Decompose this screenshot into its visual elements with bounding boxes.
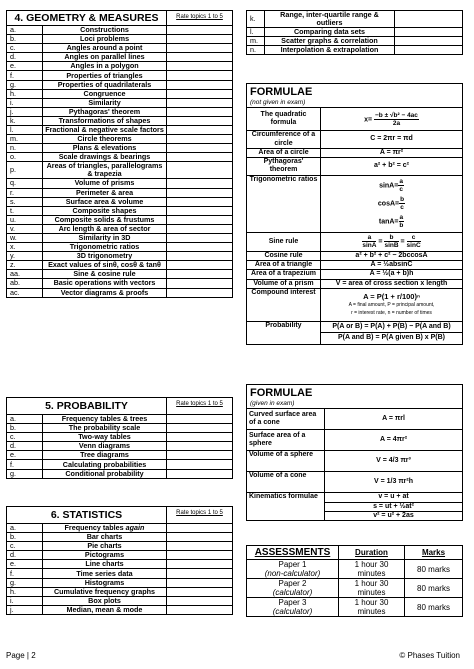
rating-cell[interactable] [167, 206, 233, 215]
paper-cell: Paper 1 (non-calculator) [247, 560, 339, 579]
topic-letter: a. [7, 26, 43, 35]
topic-row [7, 288, 233, 297]
topic-row [7, 469, 233, 478]
statistics-continued-table [246, 10, 463, 55]
topic-name: Scale drawings & bearings [43, 153, 167, 162]
topic-row [7, 551, 233, 560]
rating-cell[interactable] [167, 261, 233, 270]
area-triangle-label: Area of a triangle [247, 261, 321, 270]
topic-row [7, 524, 233, 533]
sphere-surface-formula: A = 4πr² [325, 430, 463, 451]
topic-letter: t. [7, 206, 43, 215]
topic-letter: q. [7, 179, 43, 188]
topic-letter: m. [247, 37, 265, 46]
topic-letter: f. [7, 71, 43, 80]
rating-cell[interactable] [167, 252, 233, 261]
rating-cell[interactable] [167, 35, 233, 44]
topic-name: Basic operations with vectors [43, 279, 167, 288]
rating-cell[interactable] [167, 424, 233, 433]
trig-label: Trigonometric ratios [247, 175, 321, 232]
topic-letter: b. [7, 424, 43, 433]
rating-cell[interactable] [167, 469, 233, 478]
rating-cell[interactable] [167, 215, 233, 224]
rating-cell[interactable] [395, 11, 463, 28]
topic-letter: aa. [7, 270, 43, 279]
assessment-row [247, 579, 463, 598]
sine-rule-formula: $\frac{a}{\sin A}$ = $\frac{b}{\sin B}$ = $\frac{c}{\sin C}$ [321, 232, 463, 251]
area-trapezium-formula: A = ½(a + b)h [321, 270, 463, 279]
topic-name: Surface area & volume [43, 197, 167, 206]
topic-letter: a. [7, 415, 43, 424]
sine-rule-label: Sine rule [247, 232, 321, 251]
rating-cell[interactable] [167, 578, 233, 587]
assessments-table [246, 545, 463, 617]
volume-prism-formula: V = area of cross section x length [321, 279, 463, 288]
topic-row [7, 424, 233, 433]
copyright: © Phases Tuition [399, 651, 460, 660]
topic-letter: ab. [7, 279, 43, 288]
topic-name: Bar charts [43, 533, 167, 542]
assessments-title: ASSESSMENTS [247, 546, 339, 560]
topic-row [7, 188, 233, 197]
rating-cell[interactable] [167, 560, 233, 569]
topic-letter: l. [7, 126, 43, 135]
topic-row [7, 460, 233, 469]
marks-cell: 80 marks [405, 598, 463, 617]
topic-row [7, 144, 233, 153]
topic-row [247, 46, 463, 55]
topic-row [7, 261, 233, 270]
topic-letter: j. [7, 605, 43, 614]
topic-row [7, 243, 233, 252]
rating-cell[interactable] [167, 53, 233, 62]
quadratic-label: The quadratic formula [247, 108, 321, 131]
topic-name: Venn diagrams [43, 442, 167, 451]
assessment-row [247, 598, 463, 617]
topic-letter: p. [7, 162, 43, 179]
kinematics-2: s = ut + ½at² [325, 502, 463, 511]
probability-rate-label: Rate topics 1 to 5 [167, 398, 233, 415]
topic-name: The probability scale [43, 424, 167, 433]
rating-cell[interactable] [167, 162, 233, 179]
rating-cell[interactable] [167, 135, 233, 144]
rating-cell[interactable] [167, 270, 233, 279]
topic-row [7, 233, 233, 242]
topic-name: Properties of quadrilaterals [43, 80, 167, 89]
topic-name: Congruence [43, 89, 167, 98]
rating-cell[interactable] [167, 596, 233, 605]
topic-name: Sine & cosine rule [43, 270, 167, 279]
cone-volume-formula: V = 1/3 πr²h [325, 472, 463, 493]
geometry-table [6, 10, 233, 298]
topic-name: Angles around a point [43, 44, 167, 53]
probability-formulae: P(A or B) = P(A) + P(B) − P(A and B) P(A and B) = P(A given B) x P(B) [321, 321, 463, 344]
topic-row [7, 596, 233, 605]
topic-letter: n. [247, 46, 265, 55]
rating-cell[interactable] [167, 107, 233, 116]
topic-row [7, 197, 233, 206]
topic-row [7, 179, 233, 188]
topic-letter: o. [7, 153, 43, 162]
topic-letter: k. [247, 11, 265, 28]
topic-letter: d. [7, 53, 43, 62]
formulae2-title: FORMULAE [250, 387, 313, 399]
topic-row [7, 451, 233, 460]
topic-letter: c. [7, 44, 43, 53]
rating-cell[interactable] [167, 44, 233, 53]
rating-cell[interactable] [167, 26, 233, 35]
topic-row [7, 98, 233, 107]
trig-ratios: sinA= $\frac{a}{c}$ cosA= $\frac{b}{c}$ tanA= $\frac{a}{b}$ [321, 175, 463, 232]
topic-name: Frequency tables & trees [43, 415, 167, 424]
topic-name: Arc length & area of sector [43, 224, 167, 233]
statistics-rate-label: Rate topics 1 to 5 [167, 507, 233, 524]
duration-header: Duration [339, 546, 405, 560]
topic-name: Pythagoras' theorem [43, 107, 167, 116]
topic-name: Comparing data sets [265, 28, 395, 37]
topic-letter: c. [7, 542, 43, 551]
topic-name: Vector diagrams & proofs [43, 288, 167, 297]
topic-letter: ac. [7, 288, 43, 297]
circumference-formula: C = 2πr = πd [321, 131, 463, 149]
topic-letter: g. [7, 80, 43, 89]
topic-letter: i. [7, 98, 43, 107]
topic-row [7, 252, 233, 261]
volume-prism-label: Volume of a prism [247, 279, 321, 288]
topic-row [7, 415, 233, 424]
duration-cell: 1 hour 30 minutes [339, 560, 405, 579]
topic-name: Circle theorems [43, 135, 167, 144]
rating-cell[interactable] [167, 153, 233, 162]
rating-cell[interactable] [395, 37, 463, 46]
topic-name: Interpolation & extrapolation [265, 46, 395, 55]
topic-name: Properties of triangles [43, 71, 167, 80]
topic-letter: r. [7, 188, 43, 197]
topic-name: Calculating probabilities [43, 460, 167, 469]
rating-cell[interactable] [167, 433, 233, 442]
topic-letter: l. [247, 28, 265, 37]
kinematics-label: Kinematics formulae [247, 493, 325, 521]
rating-cell[interactable] [167, 279, 233, 288]
topic-row [247, 28, 463, 37]
topic-name: Conditional probability [43, 469, 167, 478]
topic-row [7, 35, 233, 44]
marks-cell: 80 marks [405, 579, 463, 598]
topic-row [7, 542, 233, 551]
topic-row [7, 44, 233, 53]
pythagoras-label: Pythagoras' theorem [247, 158, 321, 176]
topic-row [7, 560, 233, 569]
topic-letter: w. [7, 233, 43, 242]
topic-row [247, 37, 463, 46]
topic-name: Cumulative frequency graphs [43, 587, 167, 596]
kinematics-3: v² = u² + 2as [325, 511, 463, 520]
topic-row [7, 162, 233, 179]
rating-cell[interactable] [167, 80, 233, 89]
topic-row [7, 569, 233, 578]
topic-row [7, 433, 233, 442]
topic-name: Range, inter-quartile range & outliers [265, 11, 395, 28]
topic-row [7, 26, 233, 35]
topic-row [7, 116, 233, 125]
topic-name: Histograms [43, 578, 167, 587]
rating-cell[interactable] [167, 188, 233, 197]
topic-letter: n. [7, 144, 43, 153]
probability-table [6, 397, 233, 479]
topic-name: Fractional & negative scale factors [43, 126, 167, 135]
rating-cell[interactable] [167, 415, 233, 424]
topic-name: Perimeter & area [43, 188, 167, 197]
rating-cell[interactable] [167, 144, 233, 153]
curved-surface-label: Curved surface area of a cone [247, 409, 325, 430]
area-triangle-formula: A = ½absinC [321, 261, 463, 270]
statistics-title: 6. STATISTICS [7, 507, 167, 524]
topic-row [7, 206, 233, 215]
rating-cell[interactable] [167, 587, 233, 596]
statistics-table [6, 506, 233, 615]
rating-cell[interactable] [167, 126, 233, 135]
topic-letter: f. [7, 460, 43, 469]
topic-letter: a. [7, 524, 43, 533]
rating-cell[interactable] [167, 71, 233, 80]
topic-row [7, 80, 233, 89]
rating-cell[interactable] [167, 197, 233, 206]
rating-cell[interactable] [167, 524, 233, 533]
formulae-title: FORMULAE [250, 86, 313, 98]
rating-cell[interactable] [395, 28, 463, 37]
compound-formula: A = P(1 + r/100)ⁿ A = final amount, P = principal amount, r = interest rate, n = number of times [321, 288, 463, 321]
marks-cell: 80 marks [405, 560, 463, 579]
topic-row [7, 135, 233, 144]
rating-cell[interactable] [167, 542, 233, 551]
area-trapezium-label: Area of a trapezium [247, 270, 321, 279]
geometry-rate-label: Rate topics 1 to 5 [167, 11, 233, 26]
topic-row [7, 71, 233, 80]
topic-letter: h. [7, 89, 43, 98]
topic-name: Two-way tables [43, 433, 167, 442]
sphere-surface-label: Surface area of a sphere [247, 430, 325, 451]
cosine-rule-label: Cosine rule [247, 251, 321, 260]
page-number: Page | 2 [6, 651, 36, 660]
rating-cell[interactable] [167, 116, 233, 125]
topic-name: Constructions [43, 26, 167, 35]
rating-cell[interactable] [167, 288, 233, 297]
topic-name: Plans & elevations [43, 144, 167, 153]
topic-row [7, 605, 233, 614]
rating-cell[interactable] [167, 98, 233, 107]
topic-letter: j. [7, 107, 43, 116]
probability-title: 5. PROBABILITY [7, 398, 167, 415]
topic-row [7, 224, 233, 233]
topic-name: Pie charts [43, 542, 167, 551]
topic-name: Trigonometric ratios [43, 243, 167, 252]
topic-name: Angles in a polygon [43, 62, 167, 71]
topic-name: Scatter graphs & correlation [265, 37, 395, 46]
topic-letter: g. [7, 469, 43, 478]
sphere-volume-label: Volume of a sphere [247, 451, 325, 472]
rating-cell[interactable] [167, 460, 233, 469]
topic-letter: v. [7, 224, 43, 233]
curved-surface-formula: A = πrl [325, 409, 463, 430]
topic-row [7, 89, 233, 98]
cone-volume-label: Volume of a cone [247, 472, 325, 493]
area-circle-label: Area of a circle [247, 148, 321, 157]
topic-row [7, 153, 233, 162]
formulae-subtitle: (not given in exam) [250, 99, 306, 106]
duration-cell: 1 hour 30 minutes [339, 579, 405, 598]
topic-name: Pictograms [43, 551, 167, 560]
rating-cell[interactable] [167, 442, 233, 451]
rating-cell[interactable] [167, 605, 233, 614]
pythagoras-formula: a² + b² = c² [321, 158, 463, 176]
rating-cell[interactable] [167, 179, 233, 188]
quadratic-formula: x= $\frac{\text{−b ± √b² − 4ac}}{2a}$ [321, 108, 463, 131]
rating-cell[interactable] [167, 62, 233, 71]
probability-label: Probability [247, 321, 321, 344]
topic-letter: k. [7, 116, 43, 125]
topic-name: Composite shapes [43, 206, 167, 215]
formulae2-subtitle: (given in exam) [250, 400, 295, 407]
topic-row [7, 53, 233, 62]
rating-cell[interactable] [167, 551, 233, 560]
topic-letter: y. [7, 252, 43, 261]
rating-cell[interactable] [167, 224, 233, 233]
rating-cell[interactable] [167, 451, 233, 460]
topic-name: Loci problems [43, 35, 167, 44]
rating-cell[interactable] [167, 233, 233, 242]
paper-cell: Paper 2 (calculator) [247, 579, 339, 598]
topic-name: Similarity in 3D [43, 233, 167, 242]
topic-letter: s. [7, 197, 43, 206]
topic-letter: h. [7, 587, 43, 596]
paper-cell: Paper 3 (calculator) [247, 598, 339, 617]
topic-name: Volume of prisms [43, 179, 167, 188]
topic-letter: d. [7, 551, 43, 560]
topic-name: Angles on parallel lines [43, 53, 167, 62]
formulae-not-given-table [246, 83, 463, 345]
marks-header: Marks [405, 546, 463, 560]
topic-name: Time series data [43, 569, 167, 578]
topic-letter: x. [7, 243, 43, 252]
topic-name: Frequency tables again [43, 524, 167, 533]
topic-letter: u. [7, 215, 43, 224]
topic-letter: e. [7, 560, 43, 569]
topic-row [7, 533, 233, 542]
topic-letter: c. [7, 433, 43, 442]
rating-cell[interactable] [167, 243, 233, 252]
assessment-row [247, 560, 463, 579]
topic-name: Line charts [43, 560, 167, 569]
topic-name: Exact values of sinθ, cosθ & tanθ [43, 261, 167, 270]
topic-letter: i. [7, 596, 43, 605]
topic-name: Similarity [43, 98, 167, 107]
compound-label: Compound interest [247, 288, 321, 321]
topic-name: Tree diagrams [43, 451, 167, 460]
topic-name: Composite solids & frustums [43, 215, 167, 224]
topic-row [7, 442, 233, 451]
rating-cell[interactable] [167, 569, 233, 578]
topic-row [7, 279, 233, 288]
topic-name: Areas of triangles, parallelograms & trapezia [43, 162, 167, 179]
rating-cell[interactable] [167, 533, 233, 542]
rating-cell[interactable] [395, 46, 463, 55]
topic-row [7, 126, 233, 135]
topic-name: Median, mean & mode [43, 605, 167, 614]
topic-letter: e. [7, 62, 43, 71]
geometry-title: 4. GEOMETRY & MEASURES [7, 11, 167, 26]
kinematics-1: v = u + at [325, 493, 463, 502]
topic-letter: e. [7, 451, 43, 460]
topic-letter: g. [7, 578, 43, 587]
topic-name: Transformations of shapes [43, 116, 167, 125]
formulae-given-table [246, 384, 463, 521]
topic-letter: m. [7, 135, 43, 144]
topic-letter: b. [7, 533, 43, 542]
topic-letter: d. [7, 442, 43, 451]
circumference-label: Circumference of a circle [247, 131, 321, 149]
topic-row [7, 62, 233, 71]
topic-letter: f. [7, 569, 43, 578]
topic-row [7, 578, 233, 587]
cosine-rule-formula: a² + b² + c² − 2bccosA [321, 251, 463, 260]
topic-letter: z. [7, 261, 43, 270]
topic-letter: b. [7, 35, 43, 44]
topic-row [7, 587, 233, 596]
sphere-volume-formula: V = 4/3 πr³ [325, 451, 463, 472]
topic-name: 3D trigonometry [43, 252, 167, 261]
topic-row [7, 215, 233, 224]
topic-row [247, 11, 463, 28]
rating-cell[interactable] [167, 89, 233, 98]
topic-row [7, 107, 233, 116]
area-circle-formula: A = πr² [321, 148, 463, 157]
topic-row [7, 270, 233, 279]
duration-cell: 1 hour 30 minutes [339, 598, 405, 617]
topic-name: Box plots [43, 596, 167, 605]
